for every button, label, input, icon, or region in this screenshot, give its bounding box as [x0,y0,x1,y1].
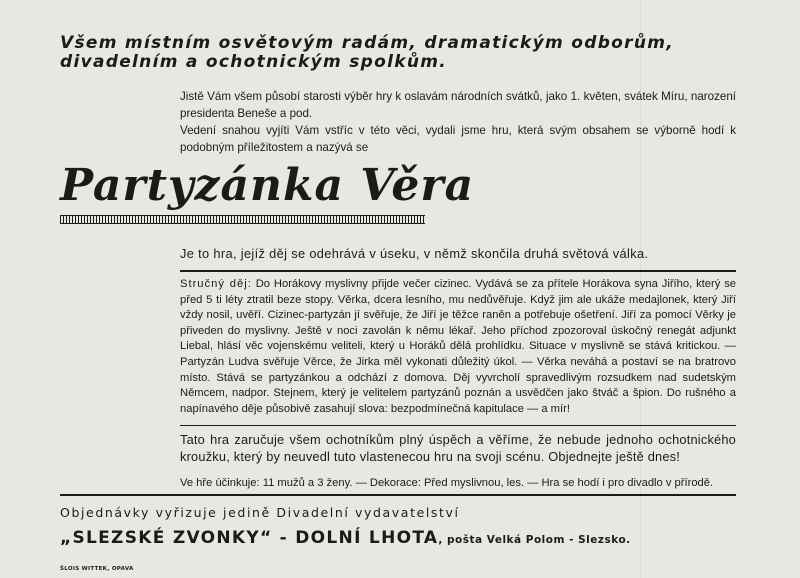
plot-summary [180,277,736,417]
printer-credit: ŠLOIS WITTEK, OPAVA [60,566,134,572]
publisher-name: „SLEZSKÉ ZVONKY“ [60,528,273,548]
play-setting: Je to hra, jejíž děj se odehrává v úseku, v němž skončila druhá světová válka. [180,246,649,261]
publisher-line [60,528,750,548]
divider-bottom [60,494,736,496]
orders-line: Objednávky vyřizuje jedině Divadelní vydavatelství [60,505,460,520]
title-underline-long [150,215,425,224]
plot-text: Do Horákovy myslivny přijde večer cizinec. Vydává se za přítele Horákova syna Jiřího, který se před 5 ti léty ztratil beze stopy. Věrka, dcera lesního, mu nedůvěřuje. Když jim ale ukáže medajlonek, který Jiří vždy nosil, uvěří. Cizinec-partyzán jí svěřuje, že Jiří je těžce raněn a potřebuje ošetření. Jiří za pomocí Věrky je přiveden do myslivny. Ještě v noci zavolán k němu lékař. Jeho příchod zpozoroval úskočný renegát adjunkt Liebal, hlásí věc vojenskému veliteli, který u Horáků dělá prohlídku. Situace v myslivně se stává kritickou. — Partyzán Ludva svěřuje Věrce, že Jirka měl vykonati důležitý úkol. — Věrka neváhá a postaví se na bratrovo místo. Stává se partyzánkou a odchází z domova. Děj vyvrcholí spravedlivým rozsudkem nad sudetským Němcem, nadpor. Stejnem, který je velitelem partyzánů poznán a usvědčen jako štváč a špion. Do rušného a napínavého děje působivě zasahují slova: bezpodmínečná kapitulace — a mír! [180,278,737,415]
divider-top [180,270,736,272]
intro-paragraph-1: Jistě Vám všem působí starosti výběr hry k oslavám národních svátků, jako 1. květen, svátek Míru, narození presidenta Beneše a pod. [180,90,736,120]
headline [60,34,760,72]
play-title: Partyzánka Věra [60,160,475,211]
intro-paragraph-2: Vedení snahou vyjíti Vám vstříc v této věci, vydali jsme hru, která svým obsahem se výborně hodí k podobným příležitostem a nazývá se [180,124,736,154]
intro-text [180,88,736,156]
divider-middle [180,425,736,426]
title-underline-short [60,215,150,224]
publisher-place: DOLNÍ LHOTA [295,528,439,548]
plot-label: Stručný děj: [180,278,252,290]
cast-info: Ve hře účinkuje: 11 mužů a 3 ženy. — Dekorace: Před myslivnou, les. — Hra se hodí i pro divadlo v přírodě. [180,477,714,489]
guarantee-text: Tato hra zaručuje všem ochotníkům plný úspěch a věříme, že nebude jednoho ochotnického kroužku, který by neuvedl tuto vlastenecou hru na svoji scénu. Objednejte ještě dnes! [180,432,736,464]
publisher-post: , pošta Velká Polom - Slezsko. [438,534,631,546]
headline-line-2: divadelním a ochotnickým spolkům. [60,52,447,72]
publisher-dash: - [272,528,296,548]
headline-line-1: Všem místním osvětovým radám, dramatickým odborům, [60,33,674,53]
